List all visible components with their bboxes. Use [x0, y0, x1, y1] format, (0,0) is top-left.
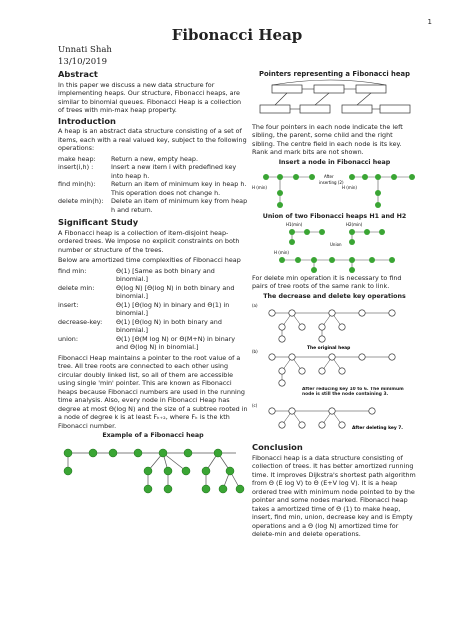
- insert-caption: Insert a node in Fibonacci heap: [278, 158, 391, 166]
- union-label: Union: [330, 241, 342, 247]
- union-h1-label: H1(min): [286, 221, 303, 227]
- pointers-caption: Pointers representing a Fibonacci heap: [259, 70, 410, 78]
- introduction-heading: Introduction: [58, 115, 116, 126]
- insert-after-label: After: [324, 174, 334, 179]
- complexity-list: [58, 267, 248, 352]
- decrease-label-b: (b): [252, 349, 258, 354]
- decrease-label-a: (a): [252, 303, 258, 308]
- original-heap-label: The original heap: [307, 346, 351, 351]
- introduction-text: A heap is an abstract data structure consisting of a set of items, each with a real valued key, subject to the following operations:: [58, 127, 247, 152]
- union-hmin-label: H (min): [274, 249, 289, 255]
- insert-hmin-label-right: H (min): [342, 185, 357, 190]
- union-diagram: [252, 222, 417, 274]
- conclusion-text: Fibonacci heap is a data structure consisting of collection of trees. It has better amortized running time. It improves Dijkstra's shortest path algorithm from Θ (E log V) to Θ (E+V log V). It is a heap ordered tree with minimum node pointed to by the pointer and some nodes marked. Fibonacci heap takes a amortized time of Θ (1) to make heap, insert, find min, union, decrease key and is Empty operations and a Θ (log N) amortized time for delete-min and delete operations.: [252, 453, 416, 538]
- complexity-val: Θ(1) [Same as both binary and binomial.]: [116, 266, 215, 283]
- union-h2-label: H2(min): [346, 221, 363, 227]
- example-heap-diagram: [58, 441, 248, 509]
- op-desc: Delete an item of minimum key from heap h and return.: [111, 197, 248, 214]
- insert-hmin-label-left: H (min): [252, 185, 267, 190]
- delete-min-text: For delete min operation it is necessary to find pairs of tree roots of the same rank to link.: [252, 273, 402, 290]
- op-desc: Insert a new item i with predefined key into heap h.: [111, 163, 237, 180]
- complexity-op: insert:: [58, 300, 79, 309]
- right-column: [252, 70, 417, 541]
- significant-study-text2: Below are amortized time complexities of Fibonacci heap: [58, 256, 241, 264]
- example-caption: Example of a Fibonacci heap: [102, 432, 204, 439]
- complexity-op: decrease-key:: [58, 317, 103, 326]
- operations-list: [58, 155, 248, 215]
- paper-title: Fibonacci Heap: [171, 26, 303, 44]
- decrease-delete-diagram: [252, 301, 417, 443]
- pointers-diagram: [252, 79, 417, 123]
- pointers-text: The four pointers in each node indicate the left sibling, the parent, some child and the right sibling. The centre field in each node is its key. Rank and mark bits are not shown.: [252, 122, 403, 156]
- decrease-label-c: (c): [252, 403, 258, 408]
- after-reduce-label: After reducing key 10 to 6. The minimum node is still the node containing 3.: [302, 387, 404, 398]
- abstract-heading: Abstract: [58, 69, 98, 79]
- complexity-val: Θ(1) [Θ(log N) in both binary and binomial.]: [116, 317, 222, 334]
- op-name: find min(h):: [58, 180, 96, 188]
- complexity-op: union:: [58, 334, 78, 343]
- op-name: delete min(h):: [58, 197, 104, 205]
- left-column: [58, 70, 248, 509]
- conclusion-heading: Conclusion: [252, 442, 303, 452]
- example-figure: [58, 432, 248, 509]
- significant-study-text1: A Fibonacci heap is a collection of item-disjoint heap-ordered trees. We impose no explicit constraints on both number or structure of the trees.: [58, 228, 240, 254]
- op-name: make heap:: [58, 154, 96, 163]
- author-block: [58, 44, 112, 68]
- complexity-op: delete min:: [58, 283, 95, 292]
- significant-study-heading: Significant Study: [58, 217, 139, 227]
- author-name: Unnati Shah: [58, 45, 112, 55]
- op-name: insert(i,h) :: [58, 163, 94, 171]
- op-desc: Return a new, empty heap.: [111, 154, 198, 163]
- complexity-op: find min:: [58, 266, 87, 275]
- op-desc: Return an item of minimum key in heap h. This operation does not change h.: [111, 180, 247, 197]
- page-number: 1: [427, 18, 432, 26]
- author-date: 13/10/2019: [58, 57, 107, 67]
- insert-inserting-label: inserting (2): [319, 180, 344, 185]
- complexity-val: Θ(1) [Θ(M log N) or Θ(M+N) in binary and Θ(log N) in binomial.]: [116, 334, 236, 351]
- after-delete-label: After deleting key 7.: [352, 426, 403, 431]
- abstract-text: In this paper we discuss a new data structure for implementing heaps. Our structure, Fibonacci heaps, are similar to binomial queues. Fibonacci Heap is a collection of trees with min-max heap property.: [58, 80, 242, 114]
- union-caption: Union of two Fibonacci heaps H1 and H2: [262, 213, 407, 220]
- significant-study-text3: Fibonacci Heap maintains a pointer to the root value of a tree. All tree roots are connected to each other using circular doubly linked list, so all of them are accessible using single 'min' pointer. This are known as Fibonacci heaps because Fibonacci numbers are used in the running time analysis. Also, every node in Fibonacci Heap has degree at most Θ(log N) and the size of a subtree rooted in a node of degree k is at least Fₖ₊₂, where Fₖ is the kth Fibonacci number.: [58, 353, 248, 430]
- complexity-val: Θ(log N) [Θ(log N) in both binary and binomial.]: [116, 283, 235, 300]
- decrease-caption: The decrease and delete key operations: [263, 292, 406, 300]
- insert-diagram: [252, 167, 417, 213]
- complexity-val: Θ(1) [Θ(log N) in binary and Θ(1) in binomial.]: [116, 300, 230, 317]
